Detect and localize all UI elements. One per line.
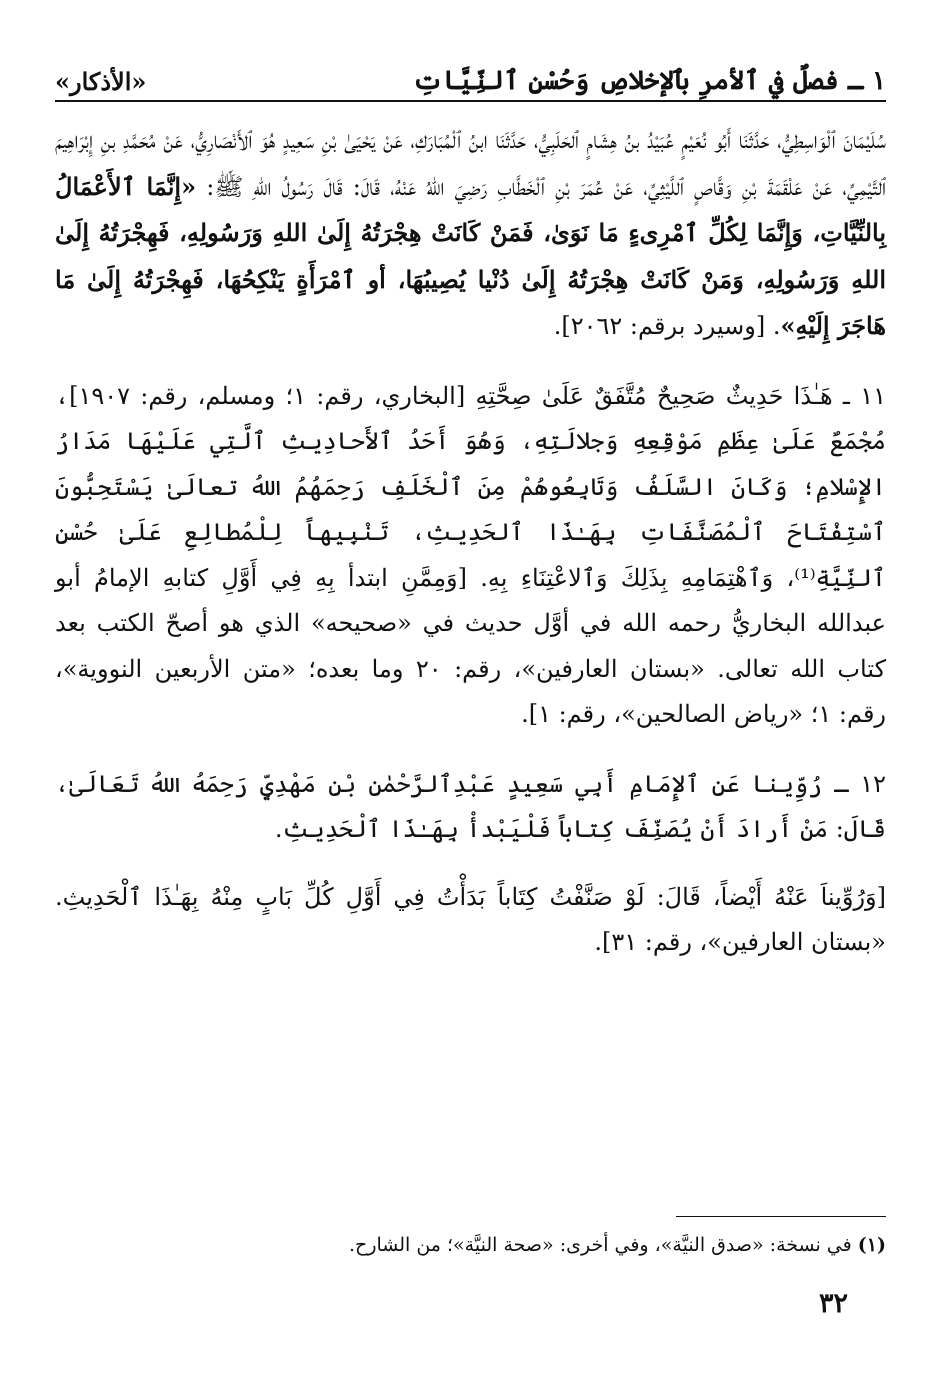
isnad-text: سُلَيْمَانَ ٱلْوَاسِطِيُّ، حَدَّثَنَا أَبُو نُعَيْمٍ عُبَيْدُ بنُ هِشَامٍ ٱلحَلَبِيُّ، حَدَّثَنَا ابنُ ٱلْمُبَارَكِ، عَنْ يَحْيَىٰ بْنِ سَعِيدٍ هُوَ ٱلأَنْصَارِيُّ، عَنْ مُحَمَّدِ بنِ إِبْرَاهِيمَ ٱلتَّيْمِيِّ، عَنْ عَلْقَمَةَ بْنِ وَقَّاصٍ ٱللَّيْثِيِّ، عَنْ عُمَرَ بْنِ ٱلْخَطَّابِ رَضِيَ اللهُ عَنْهُ، قَالَ: قَالَ رَسُولُ اللهِ ﷺ: [55, 126, 886, 201]
chapter-title: ١ ـ فصلٌ في ٱلأمرِ بٱلإخلاصِ وَحُسْنِ ٱلنِّيَّاتِ [412, 66, 886, 96]
paragraph-hadith-chain [55, 118, 886, 350]
running-header [55, 52, 886, 102]
paragraph-12: ١٢ ـ رُوِّينا عَنِ ٱلإِمَامِ أَبِي سَعِيدٍ عَبْدِٱلرَّحْمٰنِ بْنِ مَهْدِيٍّ رَحِمَهُ اللهُ تَعَالَىٰ، قَالَ: مَنْ أَرادَ أَنْ يُصَنِّفَ كِتاباً فَلْيَبْدأْ بِهَـٰذَا ٱلْحَدِيثِ. [55, 769, 886, 843]
footnote-text: في نسخة: «صدق النيَّة»، وفي أخرى: «صحة النيَّة»؛ من الشارح. [349, 1234, 852, 1256]
book-title: «الأذكار» [55, 67, 147, 96]
main-text [55, 118, 886, 990]
paragraph-addendum: [وَرُوِّيناَ عَنْهُ أَيْضاً، قَالَ: لَوْ صَنَّفْتُ كِتَاباً بَدَأْتُ فِي أَوَّلِ كُلِّ بَابٍ مِنْهُ بِهَـٰذَا ٱلْحَدِيثِ. «بستان العارفين»، رقم: ٣١]. [55, 882, 886, 956]
cross-reference: . [وسيرد برقم: ٢٠٦٢]. [553, 312, 781, 340]
footnote-marker: (١) [857, 1234, 886, 1256]
page-number: ٣٢ [818, 1288, 848, 1319]
paragraph-11: ١١ ـ هَـٰذَا حَدِيثٌ صَحِيحٌ مُتَّفَقٌ عَلَىٰ صِحَّتِهِ [البخاري، رقم: ١؛ ومسلم، رقم: ١٩٠٧]، مُجْمَعٌ عَلَىٰ عِظَمِ مَوْقِعِهِ وَجلالَتِهِ، وَهُوَ أَحَدُ ٱلأَحادِيثِ ٱلَّتِي عَلَيْهَا مَدَارُ الإِسْلامِ؛ وَكَانَ السَّلَفُ وَتَابِعُوهُمْ مِنَ ٱلْخَلَفِ رَحِمَهُمُ اللهُ تعالَىٰ يَسْتَحِبُّونَ ٱسْتِفْتَاحَ ٱلْمُصَنَّفَاتِ بِهَـٰذَا ٱلحَدِيثِ، تَنْبِيهاً لِلْمُطالِعِ عَلَىٰ حُسْنِ ٱلنِّيَّةِ⁽¹⁾، وَٱهْتِمَامِهِ بِذَلِكَ وَٱلاعْتِنَاءِ بِهِ. [وَمِمَّنِ ابتدأ بِهِ فِي أَوَّلِ كتابهِ الإمامُ أبو عبدالله البخاريُّ رحمه الله في أوَّل حديث في «صحيحه» الذي هو أصحّ الكتب بعد كتاب الله تعالى. «بستان العارفين»، رقم: ٢٠ وما بعده؛ «متن الأربعين النووية»، رقم: ١؛ «رياض الصالحين»، رقم: ١]. [55, 381, 887, 728]
footnote [55, 1230, 886, 1260]
footnote-divider [676, 1216, 886, 1217]
hadith-text: «إِنَّمَا ٱلأَعْمَالُ بِالنِّيَّاتِ، وَإِنَّمَا لِكُلِّ ٱمْرِىءٍ مَا نَوَىٰ، فَمَنْ كَانَتْ هِجْرَتُهُ إِلَىٰ اللهِ وَرَسُولِهِ، فَهِجْرَتُهُ إِلَىٰ اللهِ وَرَسُولِهِ، وَمَنْ كَانَتْ هِجْرَتُهُ إِلَىٰ دُنْيا يُصِيبُهَا، أو ٱمْرَأَةٍ يَنْكِحُهَا، فَهِجْرَتُهُ إِلَىٰ مَا هَاجَرَ إِلَيْهِ» [55, 171, 886, 340]
